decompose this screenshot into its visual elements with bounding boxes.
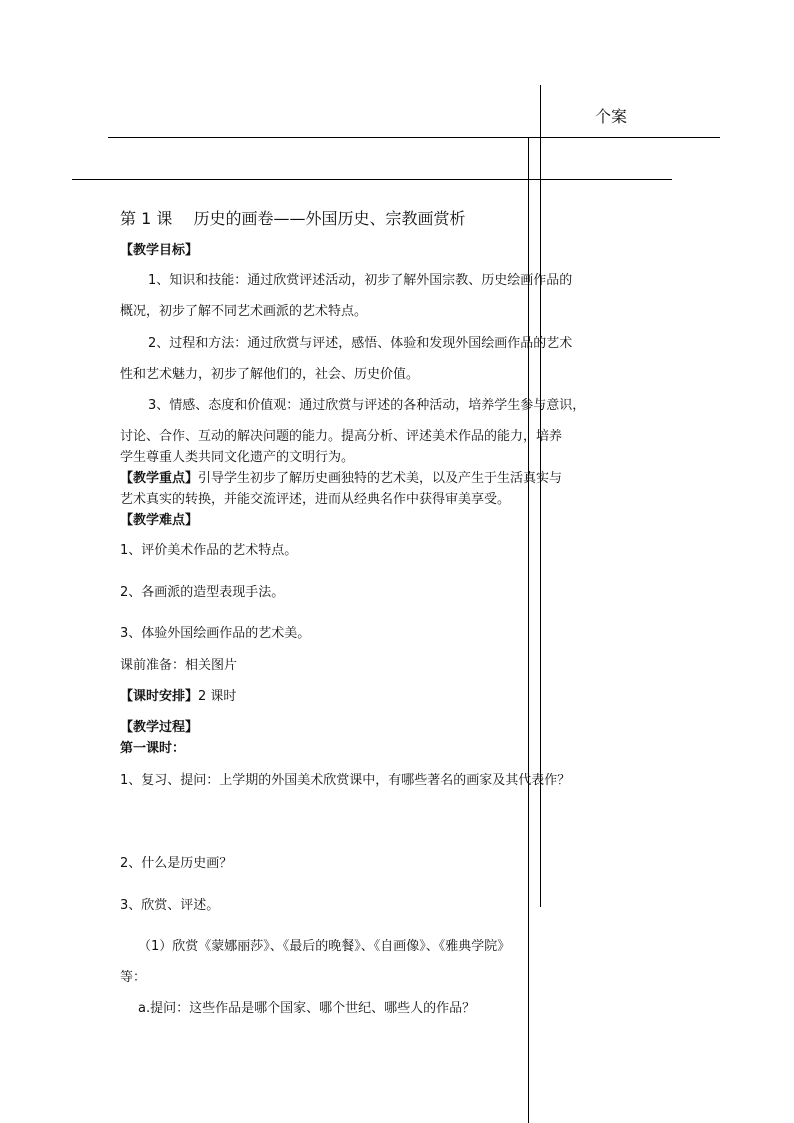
objective-3-line-1: 3、情感、态度和价值观：通过欣赏与评述的各种活动，培养学生参与意识， bbox=[148, 398, 586, 413]
objective-1-line-1: 1、知识和技能：通过欣赏评述活动，初步了解外国宗教、历史绘画作品的 bbox=[148, 273, 573, 288]
key-points-line-2: 艺术真实的转换，并能交流评述，进而从经典名作中获得审美享受。 bbox=[120, 492, 511, 507]
objective-3-line-3: 学生尊重人类共同文化遗产的文明行为。 bbox=[120, 450, 355, 465]
difficulty-2: 2、各画派的造型表现手法。 bbox=[120, 585, 285, 600]
process-heading: 【教学过程】 bbox=[120, 720, 199, 735]
objective-2-line-1: 2、过程和方法：通过欣赏与评述，感悟、体验和发现外国绘画作品的艺术 bbox=[148, 336, 573, 351]
objective-3-line-2: 讨论、合作、互动的解决问题的能力。提高分析、评述美术作品的能力，培养 bbox=[120, 429, 563, 444]
schedule-heading: 【课时安排】 bbox=[120, 689, 199, 704]
corner-label: 个案 bbox=[595, 107, 628, 126]
difficulty-3: 3、体验外国绘画作品的艺术美。 bbox=[120, 626, 311, 641]
objectives-heading: 【教学目标】 bbox=[120, 243, 199, 258]
process-step-3: 3、欣赏、评述。 bbox=[120, 898, 220, 913]
schedule-value: 2 课时 bbox=[198, 689, 237, 704]
difficulty-1: 1、评价美术作品的艺术特点。 bbox=[120, 543, 298, 558]
key-points-heading: 【教学重点】 bbox=[120, 471, 199, 486]
preparation: 课前准备：相关图片 bbox=[120, 658, 238, 673]
schedule-line bbox=[120, 689, 236, 705]
horizontal-rule-top bbox=[108, 137, 720, 138]
process-step-1: 1、复习、提问：上学期的外国美术欣赏课中，有哪些著名的画家及其代表作？ bbox=[120, 773, 571, 788]
key-points-line-1 bbox=[120, 471, 562, 487]
first-lesson-label: 第一课时： bbox=[120, 741, 186, 756]
process-step-2: 2、什么是历史画？ bbox=[120, 856, 233, 871]
lesson-title: 第 1 课 历史的画卷——外国历史、宗教画赏析 bbox=[120, 209, 466, 228]
process-sub-1a: a.提问：这些作品是哪个国家、哪个世纪、哪些人的作品？ bbox=[138, 1001, 476, 1016]
process-sub-1-line-2: 等： bbox=[120, 970, 147, 985]
process-sub-1-line-1: （1）欣赏《蒙娜丽莎》、《最后的晚餐》、《自画像》、《雅典学院》 bbox=[138, 939, 511, 954]
objective-1-line-2: 概况，初步了解不同艺术画派的艺术特点。 bbox=[120, 304, 368, 319]
horizontal-rule-second bbox=[72, 179, 672, 180]
objective-2-line-2: 性和艺术魅力，初步了解他们的，社会、历史价值。 bbox=[120, 367, 420, 382]
difficulties-heading: 【教学难点】 bbox=[120, 513, 199, 528]
key-points-text: 引导学生初步了解历史画独特的艺术美，以及产生于生活真实与 bbox=[198, 471, 563, 486]
